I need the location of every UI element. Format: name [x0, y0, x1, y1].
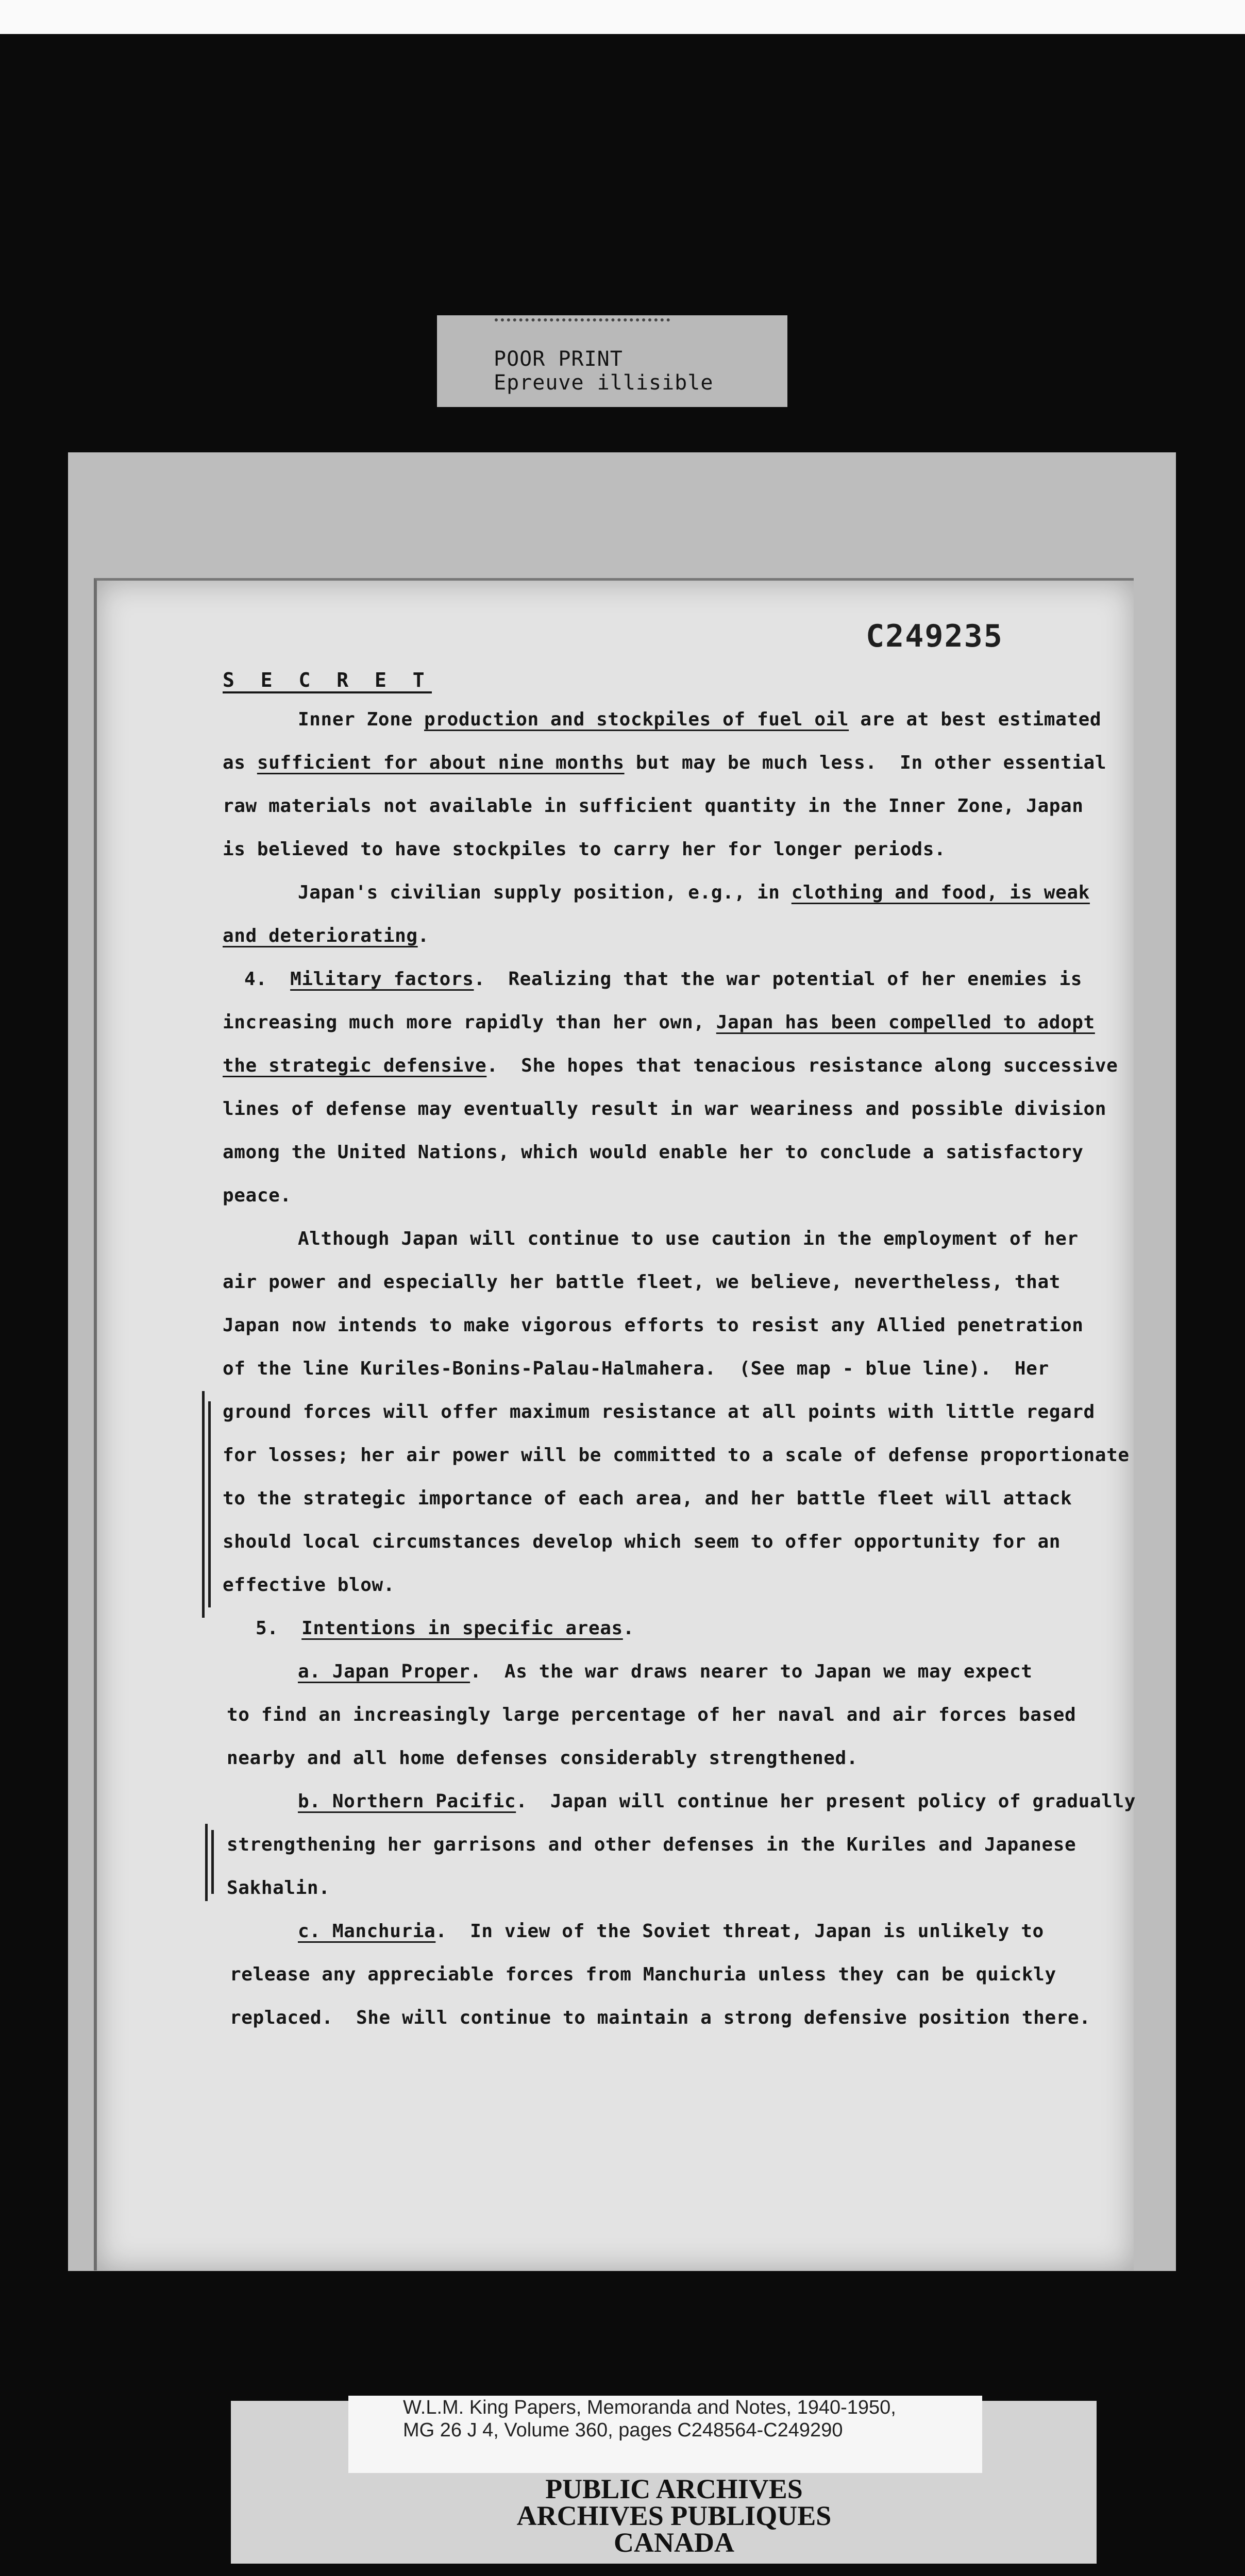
text-line — [223, 1315, 1084, 1336]
underlined-text: Japan has been compelled to adopt — [716, 1012, 1095, 1033]
line-text: to the strategic importance of each area, and her battle fleet will attack — [223, 1488, 1072, 1509]
line-text: . She hopes that tenacious resistance along successive — [486, 1055, 1118, 1076]
underlined-text: clothing and food, is weak — [791, 882, 1090, 903]
line-text: Inner Zone — [298, 709, 425, 730]
margin-mark-2 — [208, 1401, 211, 1607]
text-line — [223, 1574, 395, 1596]
text-line — [223, 1531, 1061, 1552]
citation-line-2: MG 26 J 4, Volume 360, pages C248564-C249290 — [403, 2419, 843, 2441]
top-margin-strip — [0, 0, 1245, 34]
text-line — [298, 1791, 1136, 1812]
text-line — [223, 1098, 1106, 1120]
line-text: peace. — [223, 1185, 292, 1206]
text-line — [223, 925, 429, 946]
line-text: among the United Nations, which would enable her to conclude a satisfactory — [223, 1142, 1084, 1163]
line-text: . Realizing that the war potential of her enemies is — [474, 969, 1083, 990]
archives-fr: ARCHIVES PUBLIQUES — [516, 2500, 832, 2531]
text-line — [244, 969, 1082, 990]
line-text: Japan's civilian supply position, e.g., in — [298, 882, 792, 903]
line-text: should local circumstances develop which seem to offer opportunity for an — [223, 1531, 1061, 1552]
underlined-text: b. Northern Pacific — [298, 1791, 516, 1812]
archives-en: PUBLIC ARCHIVES — [545, 2473, 803, 2504]
section-end: . — [622, 1618, 635, 1639]
text-line — [223, 1012, 1095, 1033]
underlined-text: c. Manchuria — [298, 1921, 436, 1942]
line-text: to find an increasingly large percentage of her naval and air forces based — [227, 1704, 1076, 1725]
line-text: . As the war draws nearer to Japan we may expect — [470, 1661, 1033, 1682]
text-line — [298, 1661, 1033, 1682]
text-line — [298, 882, 1090, 903]
stamp-line-2: Epreuve illisible — [494, 371, 714, 395]
line-text: as — [223, 752, 257, 773]
margin-mark-4 — [211, 1830, 214, 1894]
citation-line-1: W.L.M. King Papers, Memoranda and Notes, 1940-1950, — [403, 2397, 896, 2418]
text-line — [298, 1921, 1044, 1942]
document-number: C249235 — [866, 618, 1003, 654]
line-text: release any appreciable forces from Manchuria unless they can be quickly — [230, 1964, 1056, 1985]
line-text: Japan now intends to make vigorous efforts to resist any Allied penetration — [223, 1315, 1084, 1336]
archives-country: CANADA — [614, 2527, 734, 2558]
line-text: ground forces will offer maximum resistance at all points with little regard — [223, 1401, 1095, 1422]
text-line — [223, 839, 946, 860]
margin-mark-3 — [205, 1824, 208, 1901]
underlined-text: Military factors — [290, 969, 474, 990]
line-text: replaced. She will continue to maintain a strong defensive position there. — [230, 2007, 1091, 2028]
line-text: nearby and all home defenses considerably strengthened. — [227, 1748, 859, 1769]
stamp-dashes-top — [495, 318, 670, 321]
text-line — [223, 1445, 1130, 1466]
section-number: 5. — [256, 1618, 302, 1639]
text-line — [223, 1055, 1118, 1076]
poor-print-stamp — [437, 315, 787, 407]
margin-mark-1 — [202, 1391, 205, 1618]
line-text: increasing much more rapidly than her own, — [223, 1012, 716, 1033]
line-text: Although Japan will continue to use caution in the employment of her — [298, 1228, 1079, 1249]
section-title: Intentions in specific areas — [301, 1618, 623, 1639]
line-text: is believed to have stockpiles to carry her for longer periods. — [223, 839, 946, 860]
text-line — [227, 1834, 1076, 1855]
line-text: raw materials not available in sufficient quantity in the Inner Zone, Japan — [223, 795, 1084, 817]
text-line — [230, 1964, 1056, 1985]
underlined-text: production and stockpiles of fuel oil — [424, 709, 849, 730]
text-line — [230, 2007, 1091, 2028]
text-line — [223, 1358, 1049, 1379]
text-line — [298, 1228, 1079, 1249]
line-text: strengthening her garrisons and other defenses in the Kuriles and Japanese — [227, 1834, 1076, 1855]
line-text: . — [417, 925, 429, 946]
text-line — [223, 1401, 1095, 1422]
section-5-heading — [256, 1618, 634, 1639]
line-text: of the line Kuriles-Bonins-Palau-Halmahera. (See map - blue line). Her — [223, 1358, 1049, 1379]
line-text: but may be much less. In other essential — [624, 752, 1107, 773]
classification-heading: S E C R E T — [223, 669, 432, 693]
line-text: 4. — [244, 969, 291, 990]
text-line — [223, 1272, 1061, 1293]
line-text: air power and especially her battle fleet, we believe, nevertheless, that — [223, 1272, 1061, 1293]
line-text: . Japan will continue her present policy of gradually — [516, 1791, 1136, 1812]
text-line — [227, 1748, 858, 1769]
text-line — [227, 1704, 1076, 1725]
line-text: lines of defense may eventually result in war weariness and possible division — [223, 1098, 1107, 1120]
line-text: for losses; her air power will be committed to a scale of defense proportionate — [223, 1445, 1130, 1466]
text-line — [223, 795, 1084, 817]
underlined-text: and deteriorating — [223, 925, 418, 946]
text-line — [223, 1488, 1072, 1509]
text-line — [223, 752, 1106, 773]
text-line — [227, 1877, 330, 1899]
line-text: . In view of the Soviet threat, Japan is unlikely to — [435, 1921, 1044, 1942]
text-line — [223, 1142, 1084, 1163]
text-line — [223, 1185, 292, 1206]
underlined-text: the strategic defensive — [223, 1055, 487, 1076]
text-line — [298, 709, 1101, 730]
line-text: Sakhalin. — [227, 1877, 330, 1899]
line-text: effective blow. — [223, 1574, 395, 1596]
underlined-text: sufficient for about nine months — [257, 752, 625, 773]
line-text: are at best estimated — [849, 709, 1102, 730]
stamp-line-1: POOR PRINT — [494, 347, 623, 371]
underlined-text: a. Japan Proper — [298, 1661, 470, 1682]
